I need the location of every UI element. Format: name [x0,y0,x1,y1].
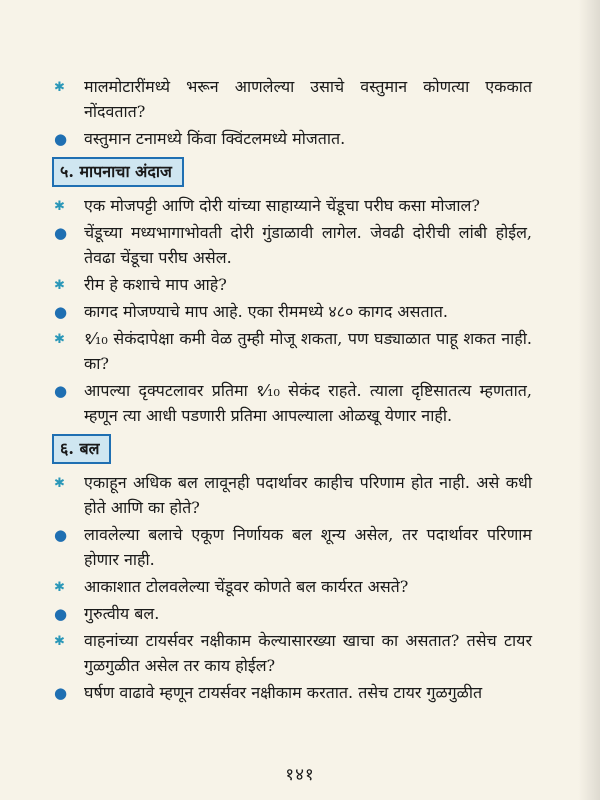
answer-item [52,220,532,270]
question-item [52,628,532,678]
asterisk-bullet-icon: ✱ [54,332,65,347]
asterisk-bullet-icon: ✱ [54,476,65,491]
question-text: वाहनांच्या टायर्सवर नक्षीकाम केल्यासारख्या खाचा का असतात? तसेच टायर गुळगुळीत असेल तर काय होईल? [84,631,532,675]
dot-bullet-icon: ● [54,382,68,400]
page-content [52,74,532,707]
answer-item [52,299,532,324]
question-item [52,193,532,218]
answer-text: गुरुत्वीय बल. [84,604,160,623]
question-item [52,470,532,520]
question-text: १⁄₁₀ सेकंदापेक्षा कमी वेळ तुम्ही मोजू शकता, पण घड्याळात पाहू शकत नाही. का? [84,329,532,373]
answer-item [52,126,532,151]
answer-item [52,601,532,626]
dot-bullet-icon: ● [54,526,68,544]
question-text: एकाहून अधिक बल लावूनही पदार्थावर काहीच परिणाम होत नाही. असे कधी होते आणि का होते? [84,473,532,517]
answer-item [52,378,532,428]
dot-bullet-icon: ● [54,130,68,148]
asterisk-bullet-icon: ✱ [54,278,65,293]
dot-bullet-icon: ● [54,605,68,623]
asterisk-bullet-icon: ✱ [54,634,65,649]
answer-text: वस्तुमान टनामध्ये किंवा क्विंटलमध्ये मोजतात. [84,129,346,148]
dot-bullet-icon: ● [54,303,68,321]
question-text: मालमोटारींमध्ये भरून आणलेल्या उसाचे वस्तुमान कोणत्या एककात नोंदवतात? [84,77,532,121]
dot-bullet-icon: ● [54,684,68,702]
asterisk-bullet-icon: ✱ [54,80,65,95]
question-text: आकाशात टोलवलेल्या चेंडूवर कोणते बल कार्यरत असते? [84,577,409,596]
answer-item [52,680,532,705]
answer-text: कागद मोजण्याचे माप आहे. एका रीममध्ये ४८० कागद असतात. [84,302,448,321]
answer-item [52,522,532,572]
question-item [52,272,532,297]
question-item [52,574,532,599]
question-text: रीम हे कशाचे माप आहे? [84,275,227,294]
answer-text: चेंडूच्या मध्यभागाभोवती दोरी गुंडाळावी लागेल. जेवढी दोरीची लांबी होईल, तेवढा चेंडूचा परीघ असेल. [84,223,532,267]
section-heading: ५. मापनाचा अंदाज [52,157,184,187]
section-heading: ६. बल [52,434,111,464]
answer-text: आपल्या दृक्पटलावर प्रतिमा १⁄₁₀ सेकंद राहते. त्याला दृष्टिसातत्य म्हणतात, म्हणून त्या आधी पडणारी प्रतिमा आपल्याला ओळखू येणार नाही. [84,381,532,425]
page-number: १४१ [285,765,315,785]
asterisk-bullet-icon: ✱ [54,199,65,214]
answer-text: घर्षण वाढावे म्हणून टायर्सवर नक्षीकाम करतात. तसेच टायर गुळगुळीत [84,683,483,702]
asterisk-bullet-icon: ✱ [54,580,65,595]
question-text: एक मोजपट्टी आणि दोरी यांच्या साहाय्याने चेंडूचा परीघ कसा मोजाल? [84,196,480,215]
dot-bullet-icon: ● [54,224,68,242]
answer-text: लावलेल्या बलाचे एकूण निर्णायक बल शून्य असेल, तर पदार्थावर परिणाम होणार नाही. [84,525,532,569]
question-item [52,74,532,124]
question-item [52,326,532,376]
